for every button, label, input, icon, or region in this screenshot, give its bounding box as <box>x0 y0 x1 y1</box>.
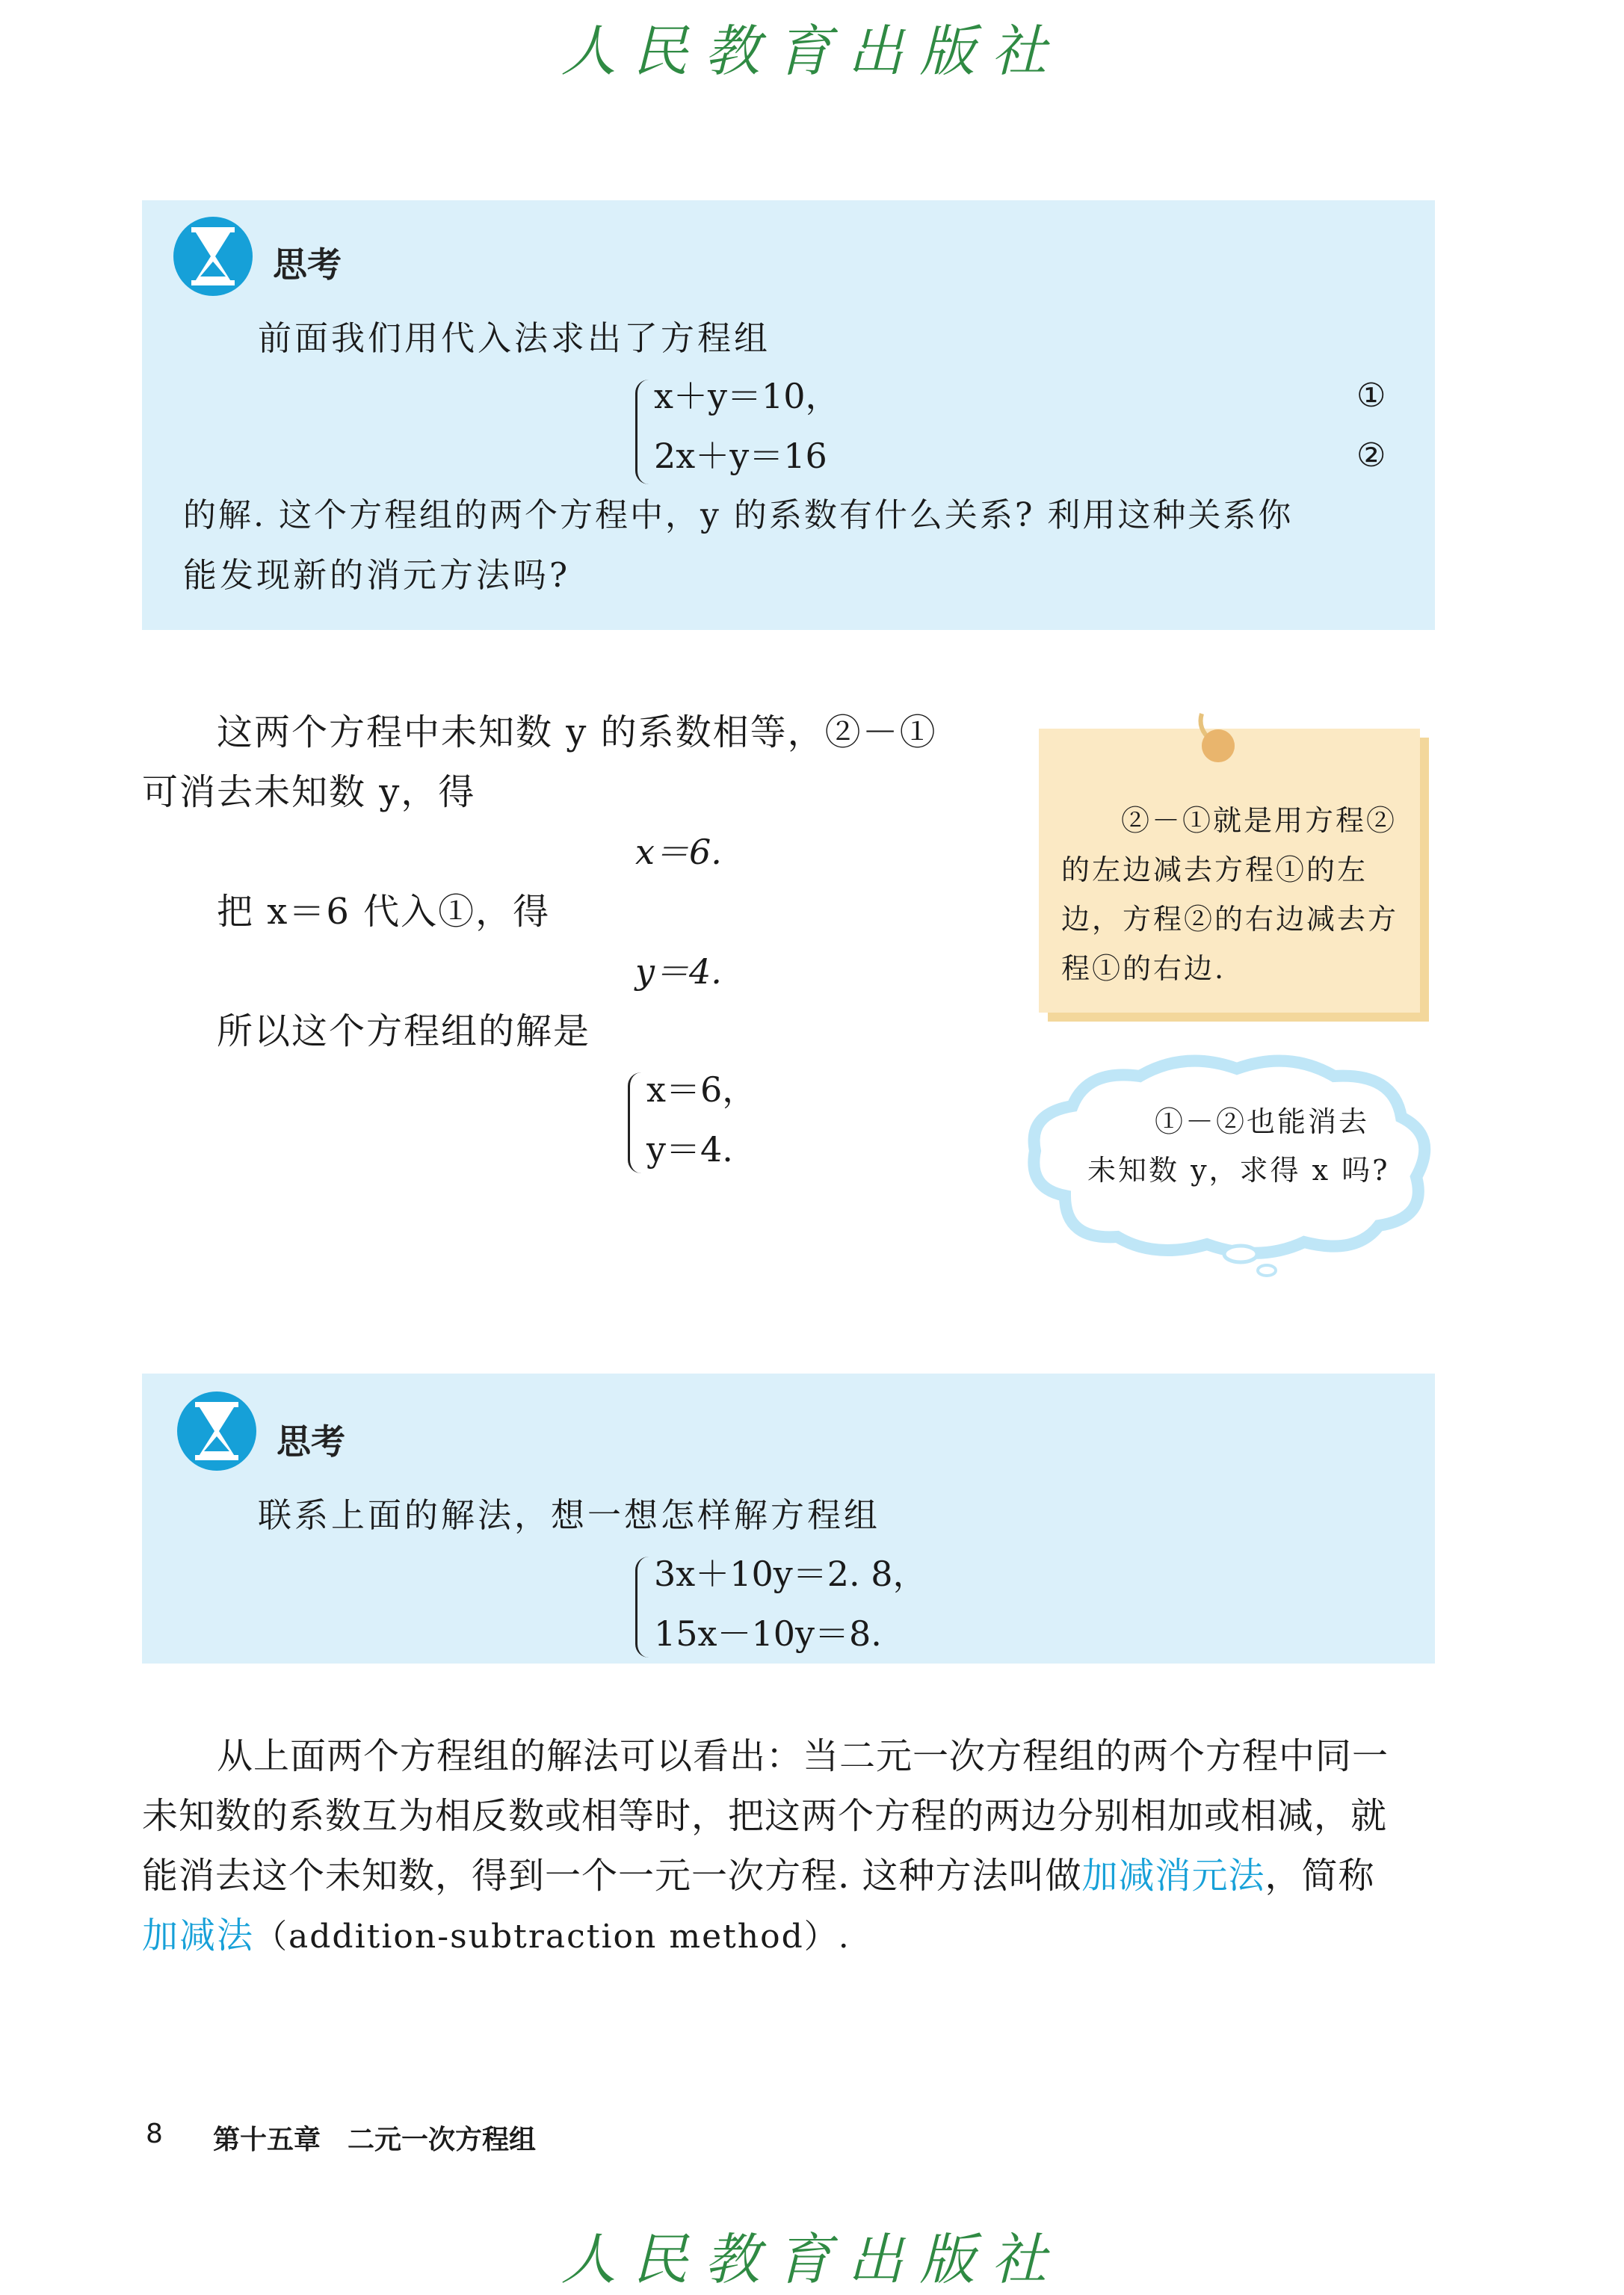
summary-line-2: 未知数的系数互为相反数或相等时，把这两个方程的两边分别相加或相减，就 <box>142 1795 1388 1837</box>
think-box-1 <box>142 200 1435 630</box>
think-box-2 <box>142 1374 1435 1664</box>
summary-line-1: 从上面两个方程组的解法可以看出：当二元一次方程组的两个方程中同一 <box>217 1735 1389 1777</box>
solution-line-4: 所以这个方程组的解是 <box>217 1010 591 1052</box>
abbr-highlight: 加减法 <box>142 1915 255 1956</box>
solution-brace <box>628 1072 643 1173</box>
equation-label-1: ① <box>1356 377 1386 415</box>
think-question-line-1: 的解. 这个方程组的两个方程中，y 的系数有什么关系? 利用这种关系你 <box>183 496 1294 534</box>
think-title: 思考 <box>273 244 342 285</box>
equation-2: 2x＋y＝16 <box>654 436 827 476</box>
think-intro: 联系上面的解法，想一想怎样解方程组 <box>258 1495 881 1535</box>
term-highlight: 加减消元法 <box>1081 1855 1265 1897</box>
equation-1: 3x＋10y＝2. 8， <box>654 1554 927 1594</box>
summary-line-3 <box>142 1846 1375 1906</box>
solution-line-3: 把 x＝6 代入①，得 <box>217 891 551 933</box>
think-intro: 前面我们用代入法求出了方程组 <box>258 318 771 358</box>
publisher-footer-logo: 人民教育出版社 <box>561 2228 1063 2292</box>
note-text: ②－①就是用方程②的左边减去方程①的左边，方程②的右边减去方程①的右边. <box>1061 804 1399 985</box>
cloud-line-2: 未知数 y，求得 x 吗? <box>1087 1154 1390 1187</box>
summary-line-3-b: ，简称 <box>1265 1855 1375 1897</box>
sticky-note <box>1039 729 1420 1013</box>
equation-brace <box>635 380 651 484</box>
equation-brace <box>635 1557 651 1658</box>
english-term: （addition-subtraction method）. <box>254 1918 850 1956</box>
summary-line-4 <box>142 1906 850 1967</box>
think-hourglass-icon <box>172 215 254 297</box>
cloud-line-1: ①－②也能消去 <box>1155 1105 1370 1138</box>
solution-y: y＝4. <box>646 1129 733 1170</box>
solution-x: x＝6， <box>646 1069 757 1110</box>
think-hourglass-icon <box>176 1390 258 1472</box>
page-number: 8 <box>146 2119 163 2149</box>
solution-line-1: 这两个方程中未知数 y 的系数相等，②－① <box>217 711 937 753</box>
think-title: 思考 <box>277 1421 345 1462</box>
equation-2: 15x－10y＝8. <box>654 1613 882 1654</box>
result-x: x＝6. <box>635 832 722 872</box>
summary-line-3-a: 能消去这个未知数，得到一个一元一次方程. 这种方法叫做 <box>142 1855 1082 1897</box>
equation-label-2: ② <box>1356 436 1386 475</box>
pin-icon <box>1188 710 1241 766</box>
chapter-title: 第十五章 二元一次方程组 <box>213 2125 537 2155</box>
solution-line-2: 可消去未知数 y，得 <box>142 771 476 813</box>
think-question-line-2: 能发现新的消元方法吗? <box>183 555 571 595</box>
result-y: y＝4. <box>635 951 722 992</box>
publisher-header-logo: 人民教育出版社 <box>561 19 1063 84</box>
equation-1: x＋y＝10， <box>654 376 840 416</box>
